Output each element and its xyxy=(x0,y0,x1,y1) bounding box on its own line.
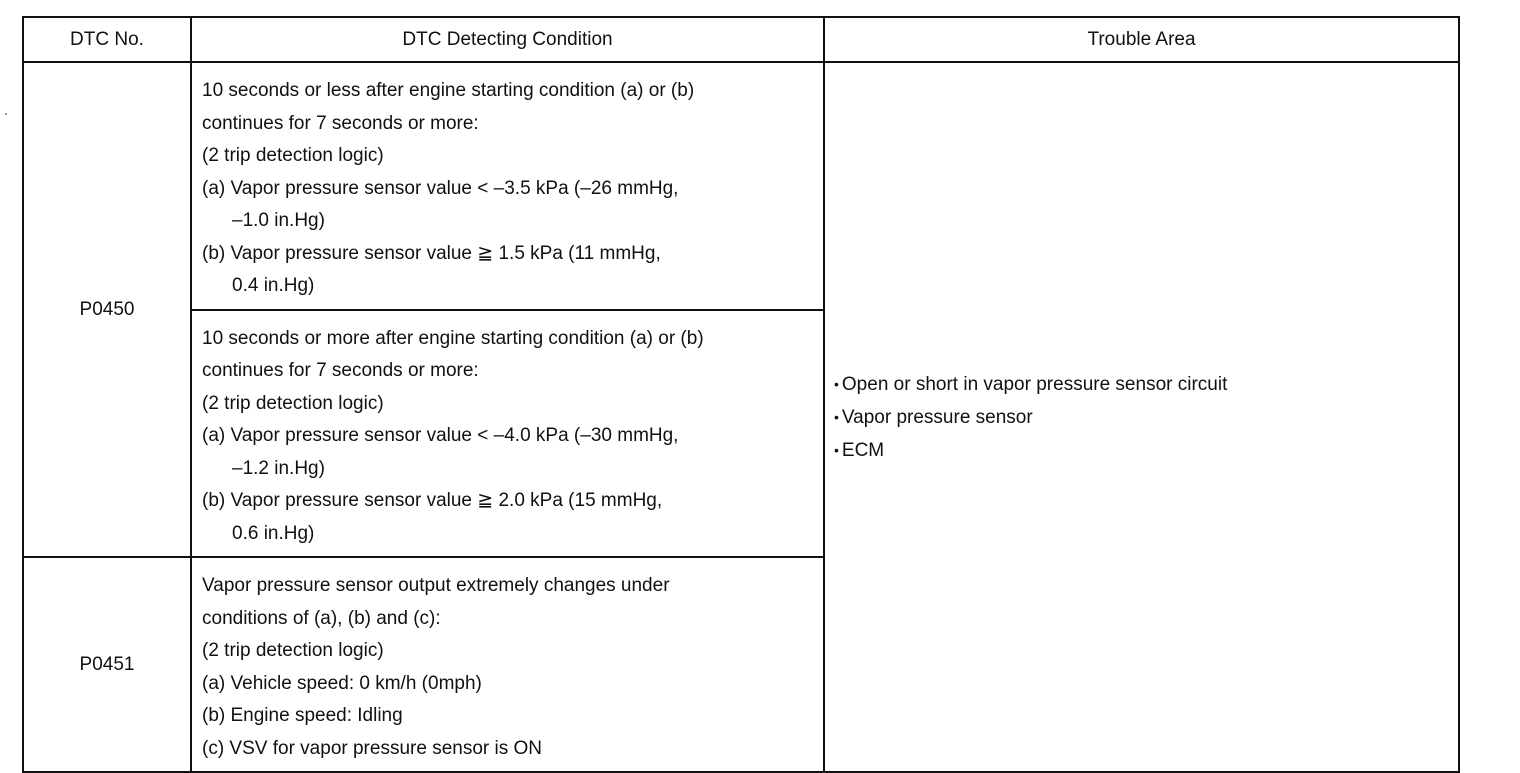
condition-line: (c) VSV for vapor pressure sensor is ON xyxy=(202,737,542,759)
condition-line: 10 seconds or more after engine starting condition (a) or (b) xyxy=(202,327,704,349)
trouble-area-text: Vapor pressure sensor xyxy=(841,406,1033,428)
dtc-table-sheet xyxy=(22,16,1458,759)
dtc-code-p0450: P0450 xyxy=(23,62,191,557)
bullet-icon: • xyxy=(834,375,839,392)
bullet-icon: • xyxy=(834,441,839,458)
condition-line: (b) Vapor pressure sensor value ≧ 1.5 kPa (11 mmHg, xyxy=(202,242,661,264)
header-dtc-no: DTC No. xyxy=(23,17,191,62)
condition-line: 0.4 in.Hg) xyxy=(232,275,315,296)
condition-line: continues for 7 seconds or more: xyxy=(202,112,479,134)
condition-line: Vapor pressure sensor output extremely changes under xyxy=(202,575,670,596)
condition-line: (b) Vapor pressure sensor value ≧ 2.0 kPa (15 mmHg, xyxy=(202,490,663,511)
header-condition: DTC Detecting Condition xyxy=(191,17,824,62)
condition-line: –1.0 in.Hg) xyxy=(232,210,325,231)
condition-p0451 xyxy=(191,557,824,772)
condition-line: (a) Vapor pressure sensor value < –4.0 kPa (–30 mmHg, xyxy=(202,425,679,446)
condition-line: (a) Vehicle speed: 0 km/h (0mph) xyxy=(202,672,482,694)
table-row xyxy=(23,62,1459,310)
trouble-area-cell xyxy=(824,62,1459,772)
bullet-icon: • xyxy=(834,408,839,425)
condition-p0450-a xyxy=(191,62,824,310)
condition-line: 10 seconds or less after engine starting condition (a) or (b) xyxy=(202,80,695,101)
condition-line: –1.2 in.Hg) xyxy=(232,457,325,479)
trouble-area-text: Open or short in vapor pressure sensor circuit xyxy=(841,373,1228,395)
condition-line: (2 trip detection logic) xyxy=(202,392,384,414)
condition-line: (a) Vapor pressure sensor value < –3.5 kPa (–26 mmHg, xyxy=(202,177,679,199)
trouble-area-text: ECM xyxy=(841,439,885,461)
condition-line: (2 trip detection logic) xyxy=(202,640,384,661)
condition-p0450-b xyxy=(191,310,824,558)
trouble-area-item xyxy=(834,401,1458,434)
condition-line: (b) Engine speed: Idling xyxy=(202,705,403,726)
condition-line: conditions of (a), (b) and (c): xyxy=(202,607,441,629)
trouble-area-item xyxy=(834,434,1458,467)
scan-speck xyxy=(5,113,7,115)
dtc-table xyxy=(22,16,1460,773)
condition-line: 0.6 in.Hg) xyxy=(232,522,315,544)
header-trouble-area: Trouble Area xyxy=(824,17,1459,62)
trouble-area-item xyxy=(834,368,1458,401)
condition-line: continues for 7 seconds or more: xyxy=(202,360,479,381)
dtc-code-p0451: P0451 xyxy=(23,557,191,772)
condition-line: (2 trip detection logic) xyxy=(202,145,384,166)
header-row xyxy=(23,17,1459,62)
